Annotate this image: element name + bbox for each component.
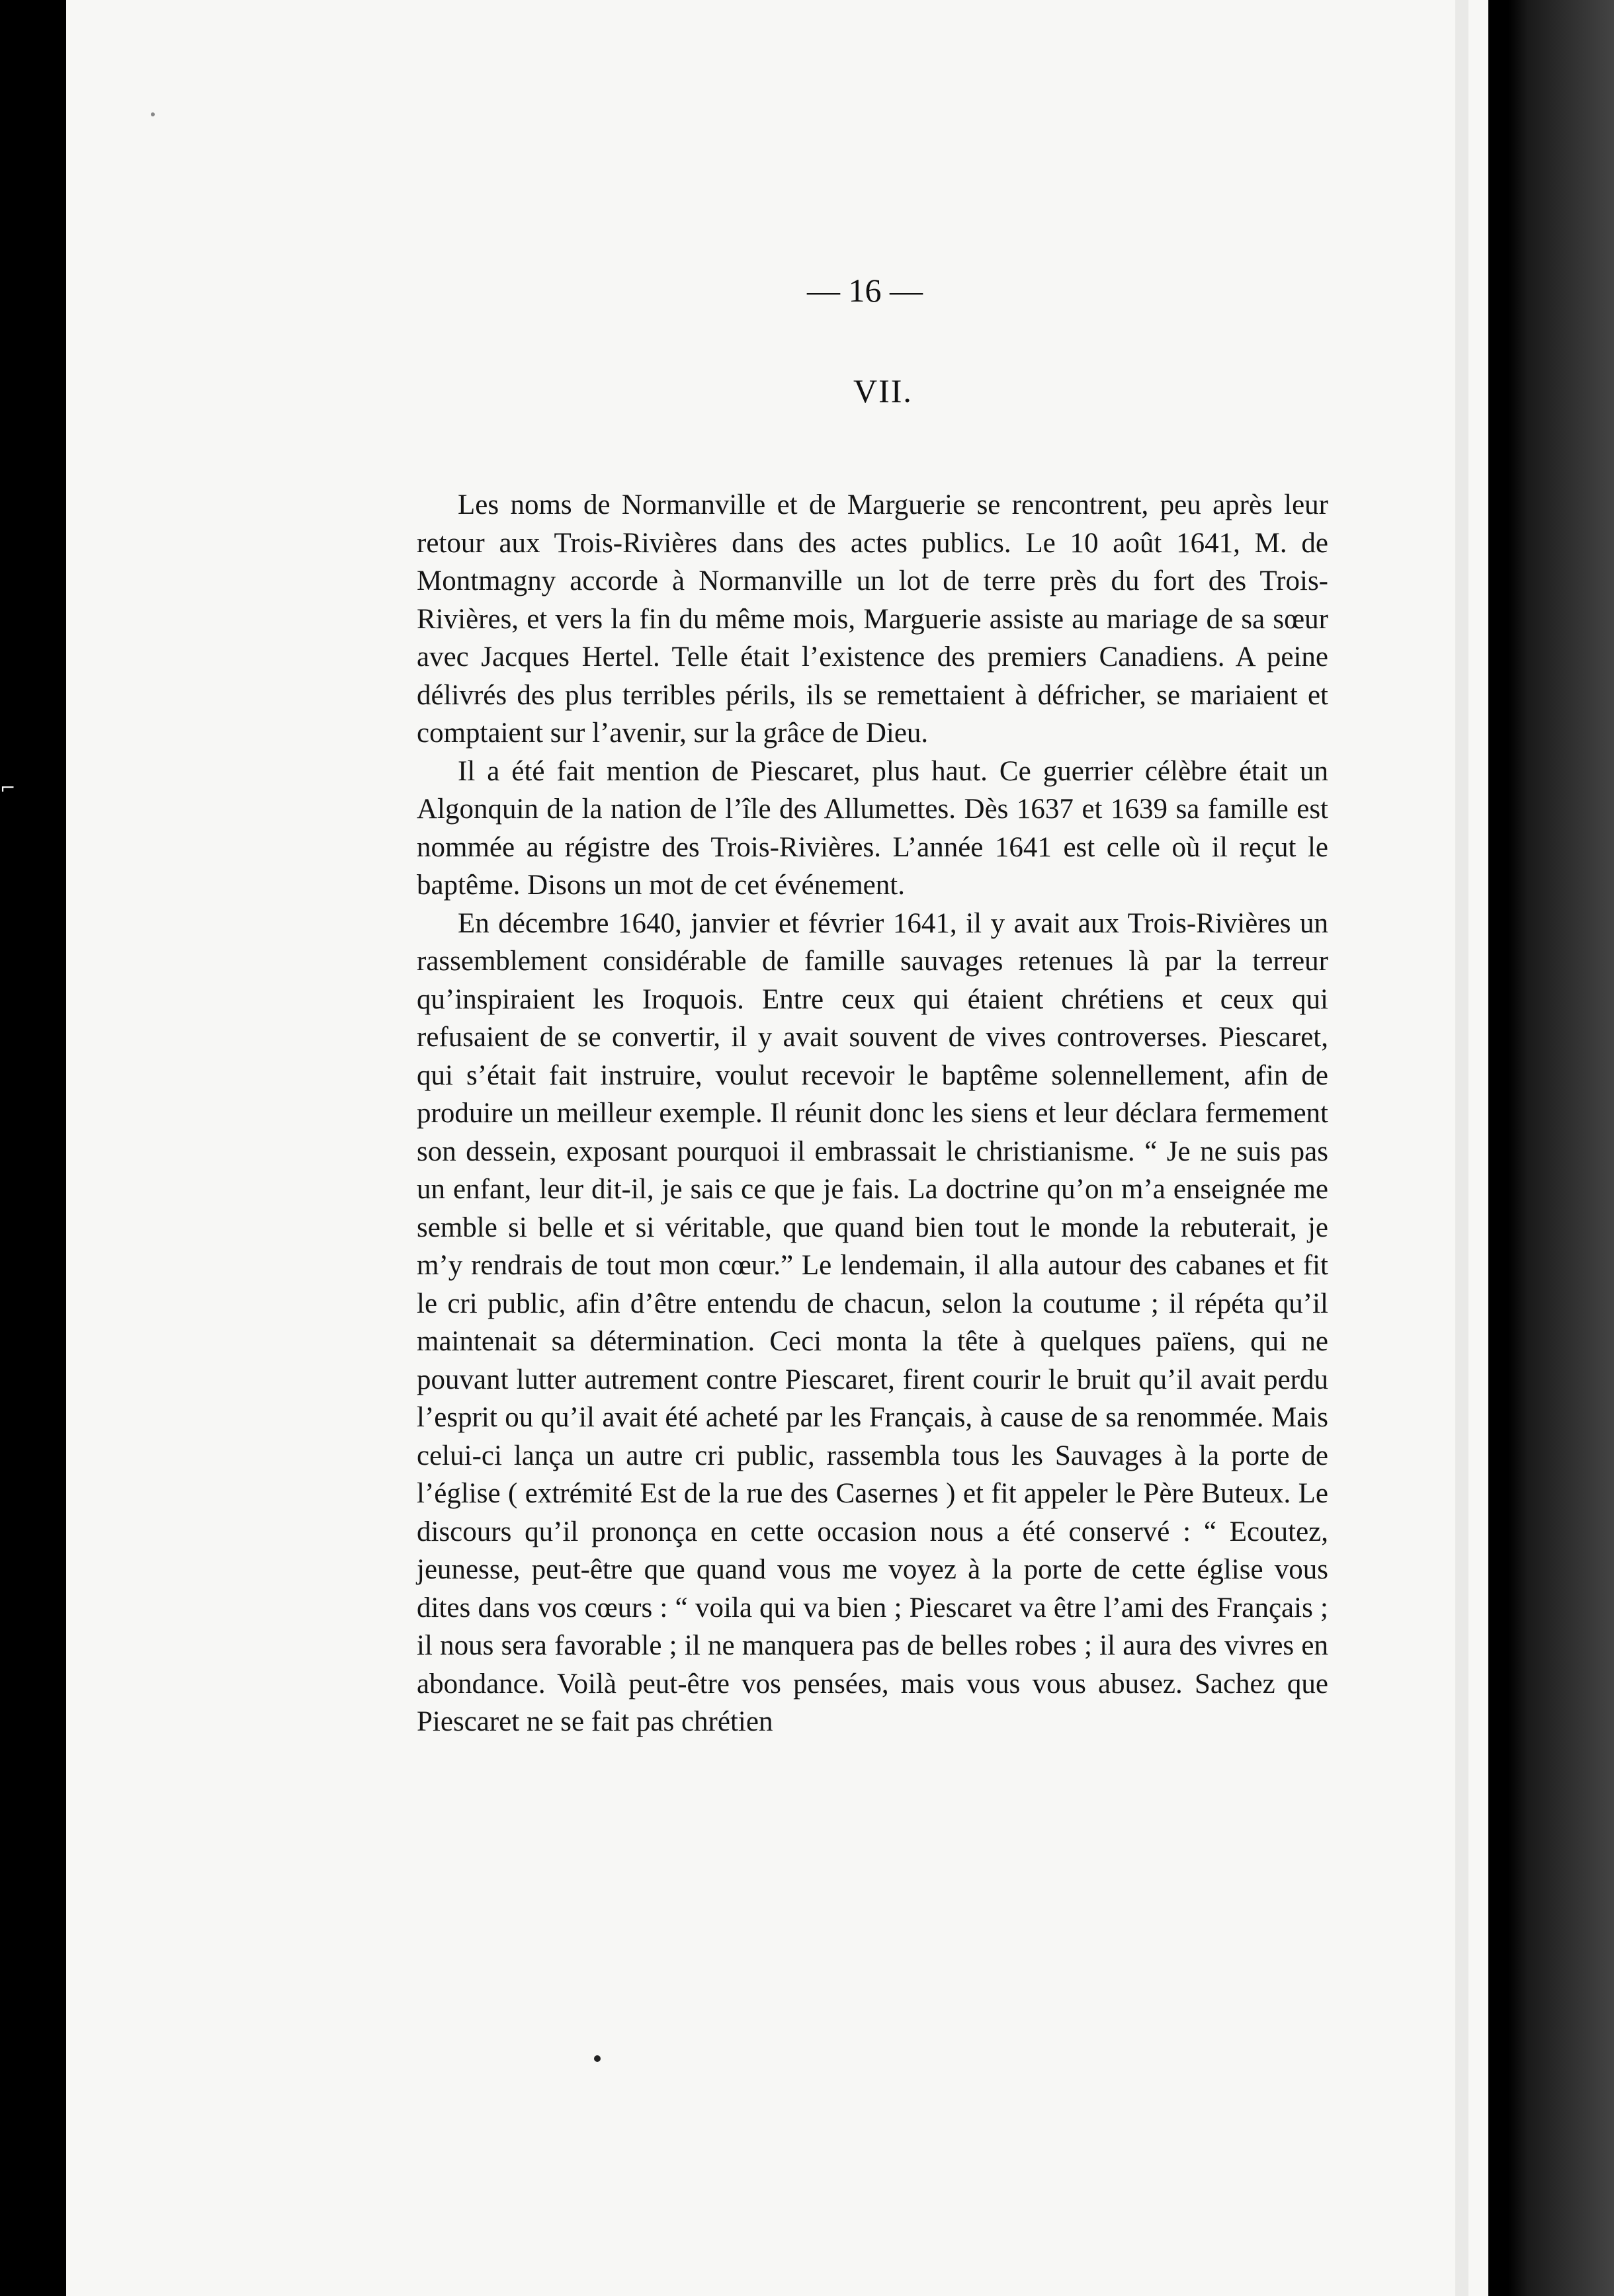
paragraph: Les noms de Normanville et de Marguerie se rencontrent, peu après leur retour aux Trois-Rivières dans des actes publics. Le 10 août 1641, M. de Montmagny accorde à Normanville un lot de terre près du fort des Trois-Rivières, et vers la fin du même mois, Marguerie assiste au mariage de sa sœur avec Jacques Hertel. Telle était l’existence des premiers Canadiens. A peine délivrés des plus terribles périls, ils se remettaient à défricher, se mariaient et comptaient sur l’avenir, sur la grâce de Dieu. <box>417 489 1328 749</box>
page-right-margin <box>1455 0 1468 2296</box>
scan-speck <box>594 2055 601 2062</box>
scan-speck <box>151 112 155 116</box>
body-text <box>417 486 1328 1741</box>
page-number: — 16 — <box>807 272 923 309</box>
section-heading: VII. <box>853 372 913 409</box>
paragraph: Il a été fait mention de Piescaret, plus haut. Ce guerrier célèbre était un Algonquin de la nation de l’île des Allumettes. Dès 1637 et 1639 sa famille est nommée au régistre des Trois-Rivières. L’année 1641 est celle où il reçut le baptême. Disons un mot de cet événement. <box>417 755 1328 901</box>
scan-artifact-mark: ⌐ <box>0 777 16 799</box>
paragraph: En décembre 1640, janvier et février 1641, il y avait aux Trois-Rivières un rassemblement considérable de famille sauvages retenues là par la terreur qu’inspiraient les Iroquois. Entre ceux qui étaient chrétiens et ceux qui refusaient de se convertir, il y avait souvent de vives controverses. Piescaret, qui s’était fait instruire, voulut recevoir le baptême solennellement, afin de produire un meilleur exemple. Il réunit donc les siens et leur déclara fermement son dessein, exposant pourquoi il embrassait le christianisme. “ Je ne suis pas un enfant, leur dit-il, je sais ce que je fais. La doctrine qu’on m’a enseignée me semble si belle et si véritable, que quand bien tout le monde la rebuterait, je m’y rendrais de tout mon cœur.” Le lendemain, il alla autour des cabanes et fit le cri public, afin d’être entendu de chacun, selon la coutume ; il répéta qu’il maintenait sa détermination. Ceci monta la tête à quelques païens, qui ne pouvant lutter autrement contre Piescaret, firent courir le bruit qu’il avait perdu l’esprit ou qu’il avait été acheté par les Français, à cause de sa renommée. Mais celui-ci lança un autre cri public, rassembla tous les Sauvages à la porte de l’église ( extrémité Est de la rue des Casernes ) et fit appeler le Père Buteux. Le discours qu’il prononça en cette occasion nous a été conservé : “ Ecoutez, jeunesse, peut-être que quand vous me voyez à la porte de cette église vous dites dans vos cœurs : “ voila qui va bien ; Piescaret va être l’ami des Français ; il nous sera favorable ; il ne manquera pas de belles robes ; il aura des vivres en abondance. Voilà peut-être vos pensées, mais vous vous abusez. Sachez que Piescaret ne se fait pas chrétien <box>417 907 1328 1737</box>
scan-dark-border <box>1488 0 1614 2296</box>
